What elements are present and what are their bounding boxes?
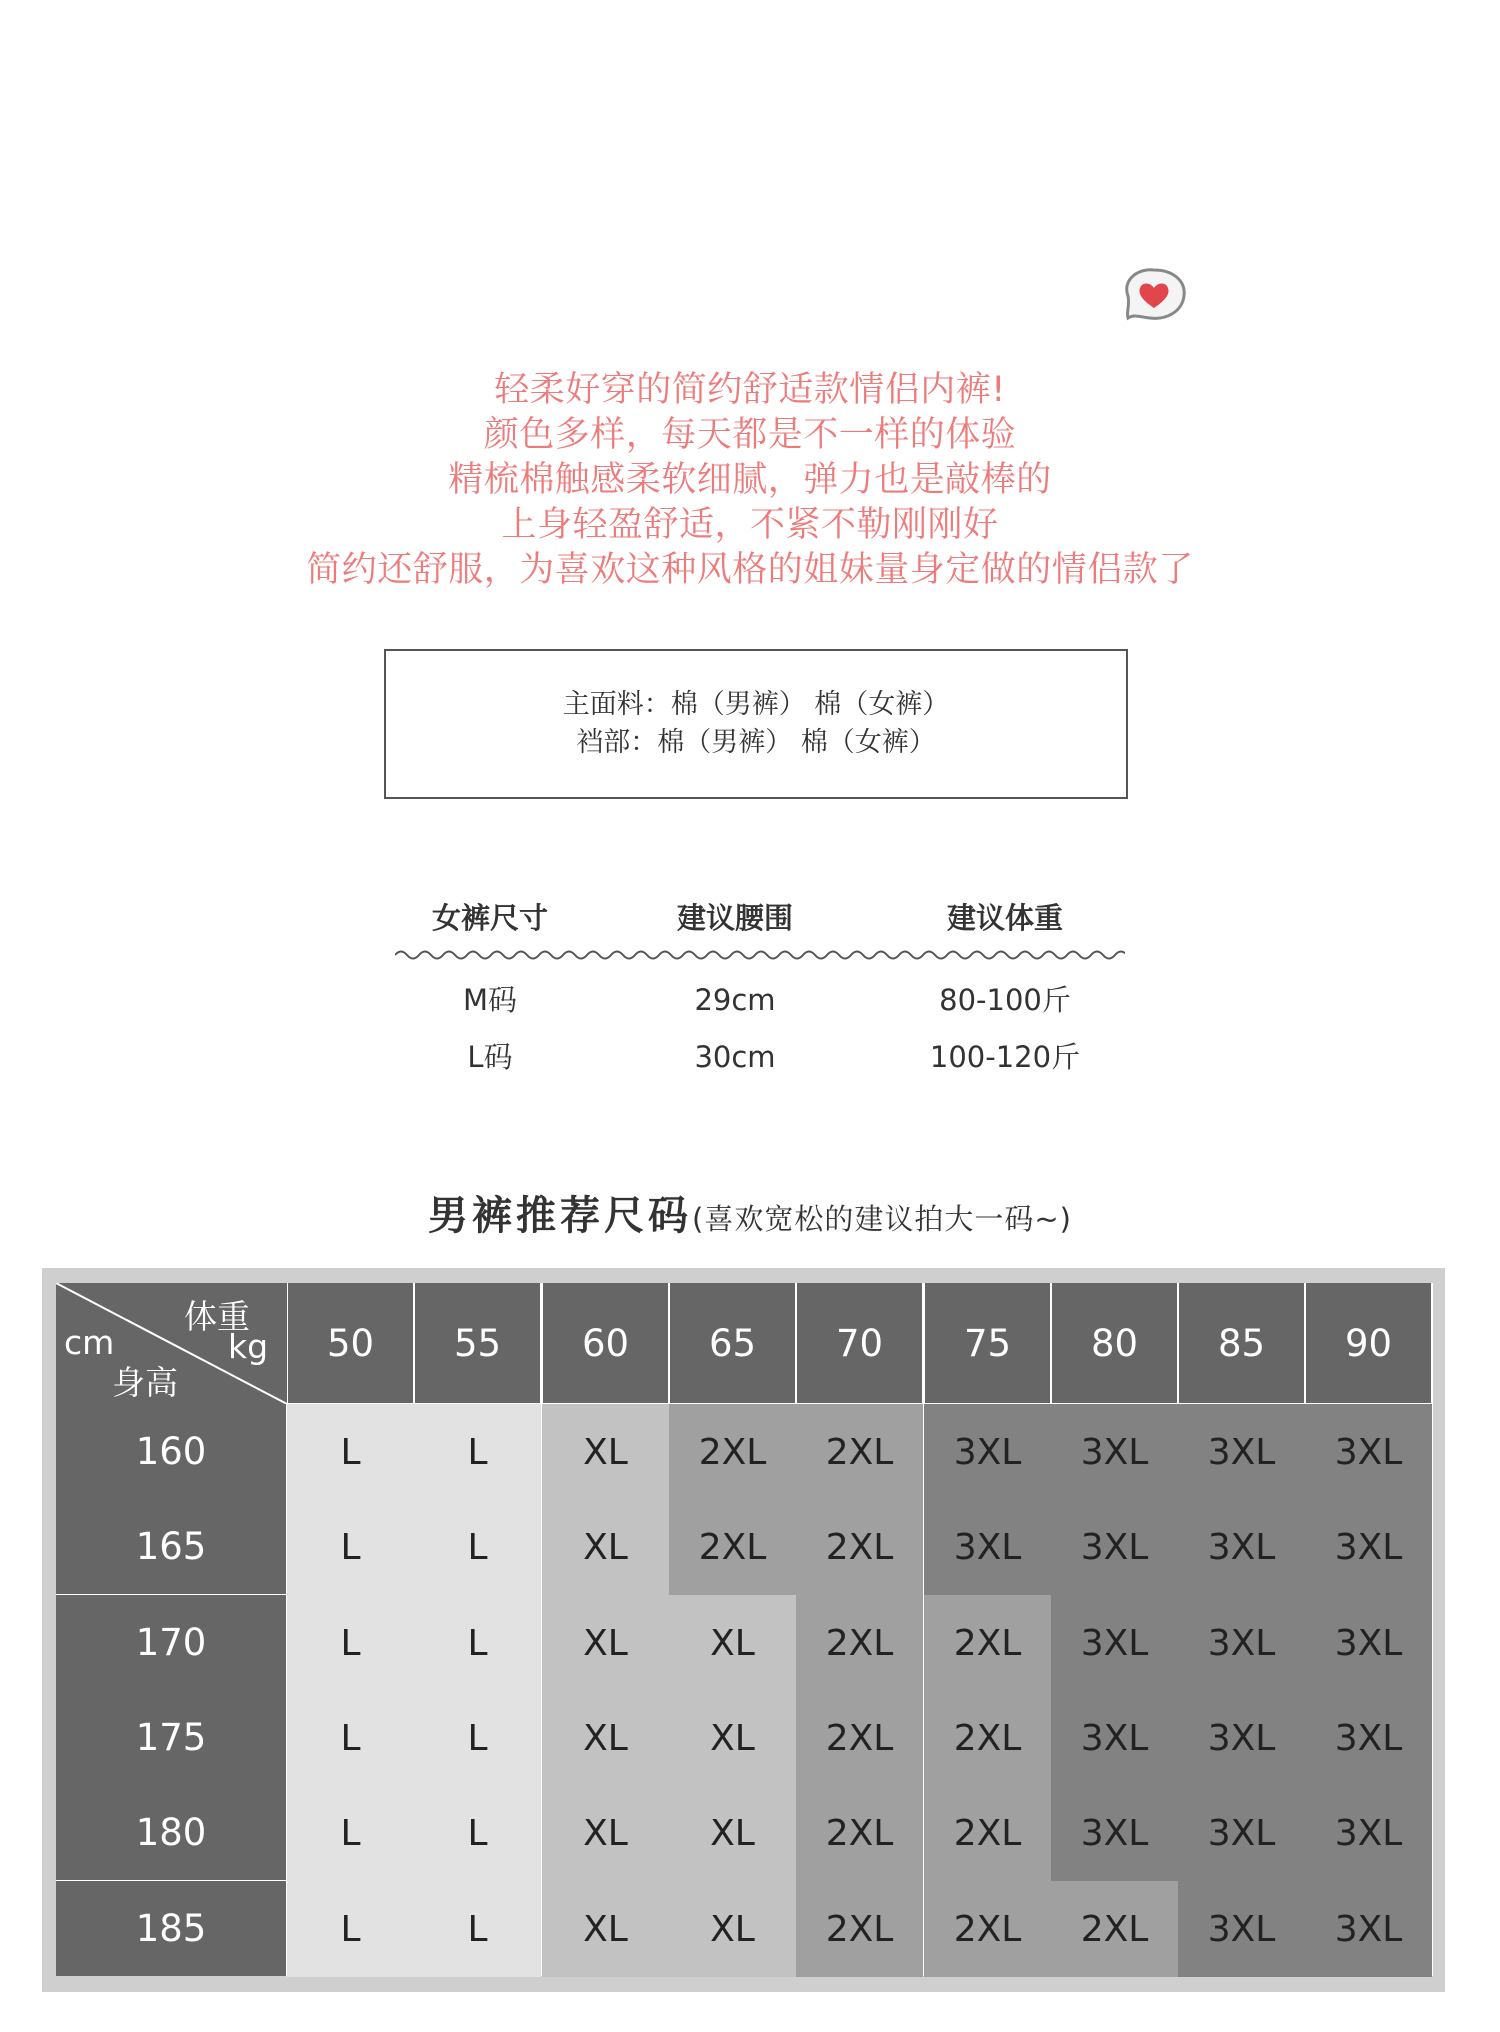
size-cell: XL (542, 1404, 669, 1500)
women-size-row (395, 1029, 1125, 1086)
size-cell: XL (669, 1690, 796, 1786)
intro-line: 精梳棉触感柔软细腻，弹力也是敲棒的 (448, 460, 1052, 500)
weight-header-65: 65 (670, 1283, 795, 1403)
height-header-170: 170 (56, 1595, 286, 1690)
size-cell: XL (542, 1785, 669, 1881)
size-cell: 3XL (1051, 1499, 1178, 1595)
weight-header-80: 80 (1052, 1283, 1177, 1403)
size-cell: 3XL (1051, 1595, 1178, 1691)
size-cell: L (414, 1690, 541, 1786)
size-cell: 3XL (1305, 1595, 1432, 1691)
size-cell: 3XL (924, 1499, 1051, 1595)
size-cell: 3XL (1178, 1690, 1305, 1786)
height-header-165: 165 (56, 1499, 286, 1594)
women-size-table (395, 890, 1125, 1086)
size-cell: L (287, 1881, 414, 1977)
weight-cell: 80-100斤 (939, 983, 1071, 1017)
size-cell: 3XL (1305, 1690, 1432, 1786)
size-cell: 2XL (796, 1785, 923, 1881)
intro-line: 轻柔好穿的简约舒适款情侣内裤! (494, 370, 1006, 410)
intro-text (0, 368, 1500, 593)
corner-kg-label: kg (228, 1327, 269, 1366)
corner-cm-label: cm (64, 1323, 115, 1362)
men-size-heading: 男裤推荐尺码 (428, 1193, 693, 1239)
size-cell: 2XL (796, 1595, 923, 1691)
fabric-main: 主面料：棉（男裤） 棉（女裤） (562, 689, 950, 720)
men-size-table (56, 1283, 1433, 1976)
intro-line: 上身轻盈舒适，不紧不勒刚刚好 (501, 505, 999, 545)
corner-weight-label: 体重 (184, 1297, 250, 1336)
men-size-note: (喜欢宽松的建议拍大一码~) (692, 1202, 1072, 1236)
size-cell: L (287, 1404, 414, 1500)
size-cell: L (287, 1785, 414, 1881)
size-cell: L (414, 1881, 541, 1977)
size-cell: 3XL (924, 1404, 1051, 1500)
size-cell: 3XL (1178, 1785, 1305, 1881)
weight-header-90: 90 (1306, 1283, 1431, 1403)
weight-header-60: 60 (543, 1283, 668, 1403)
size-cell: 3XL (1178, 1595, 1305, 1691)
height-header-180: 180 (56, 1785, 286, 1880)
weight-header-55: 55 (415, 1283, 540, 1403)
corner-height-label: 身高 (112, 1363, 178, 1402)
size-cell: 3XL (1051, 1690, 1178, 1786)
size-cell: 3XL (1178, 1499, 1305, 1595)
waist-cell: 30cm (694, 1040, 776, 1074)
height-header-185: 185 (56, 1881, 286, 1976)
weight-header-85: 85 (1179, 1283, 1304, 1403)
size-cell: L (287, 1690, 414, 1786)
size-cell: 3XL (1178, 1881, 1305, 1977)
size-cell: M码 (462, 983, 518, 1017)
size-cell: 3XL (1305, 1404, 1432, 1500)
header-weight: 建议体重 (946, 901, 1063, 935)
waist-cell: 29cm (694, 983, 776, 1017)
size-cell: 3XL (1305, 1499, 1432, 1595)
men-size-title (0, 1184, 1500, 1241)
size-cell: L (414, 1595, 541, 1691)
wavy-divider (395, 946, 1125, 964)
size-cell: XL (669, 1785, 796, 1881)
size-cell: 2XL (796, 1690, 923, 1786)
size-cell: XL (669, 1595, 796, 1691)
size-cell: 2XL (669, 1499, 796, 1595)
header-waist: 建议腰围 (676, 901, 793, 935)
size-cell: L码 (467, 1040, 513, 1074)
intro-line: 颜色多样，每天都是不一样的体验 (483, 415, 1017, 455)
women-size-row (395, 972, 1125, 1029)
height-header-160: 160 (56, 1404, 286, 1499)
size-cell: XL (542, 1690, 669, 1786)
fabric-crotch: 裆部：棉（男裤） 棉（女裤） (576, 727, 936, 758)
size-cell: 3XL (1305, 1881, 1432, 1977)
size-cell: XL (669, 1881, 796, 1977)
size-cell: 3XL (1178, 1404, 1305, 1500)
size-cell: L (414, 1499, 541, 1595)
weight-header-75: 75 (925, 1283, 1050, 1403)
size-cell: L (287, 1595, 414, 1691)
heart-bubble-icon (1114, 258, 1194, 328)
size-cell: 2XL (1051, 1881, 1178, 1977)
size-cell: 2XL (924, 1595, 1051, 1691)
table-corner-header (56, 1283, 287, 1404)
height-header-175: 175 (56, 1690, 286, 1785)
size-cell: L (287, 1499, 414, 1595)
size-cell: L (414, 1404, 541, 1500)
size-cell: 2XL (924, 1690, 1051, 1786)
size-cell: XL (542, 1595, 669, 1691)
size-cell: 2XL (924, 1881, 1051, 1977)
weight-cell: 100-120斤 (929, 1040, 1081, 1074)
weight-header-70: 70 (797, 1283, 922, 1403)
size-cell: 2XL (924, 1785, 1051, 1881)
size-cell: L (414, 1785, 541, 1881)
size-cell: 2XL (796, 1881, 923, 1977)
size-cell: 3XL (1051, 1404, 1178, 1500)
intro-line: 简约还舒服，为喜欢这种风格的姐妹量身定做的情侣款了 (306, 550, 1194, 590)
header-size: 女裤尺寸 (431, 901, 548, 935)
fabric-info-box (384, 649, 1128, 799)
size-cell: 2XL (796, 1404, 923, 1500)
size-cell: XL (542, 1499, 669, 1595)
weight-header-50: 50 (288, 1283, 413, 1403)
size-cell: XL (542, 1881, 669, 1977)
size-cell: 3XL (1305, 1785, 1432, 1881)
size-cell: 2XL (796, 1499, 923, 1595)
size-cell: 2XL (669, 1404, 796, 1500)
size-cell: 3XL (1051, 1785, 1178, 1881)
women-size-header (395, 890, 1125, 946)
